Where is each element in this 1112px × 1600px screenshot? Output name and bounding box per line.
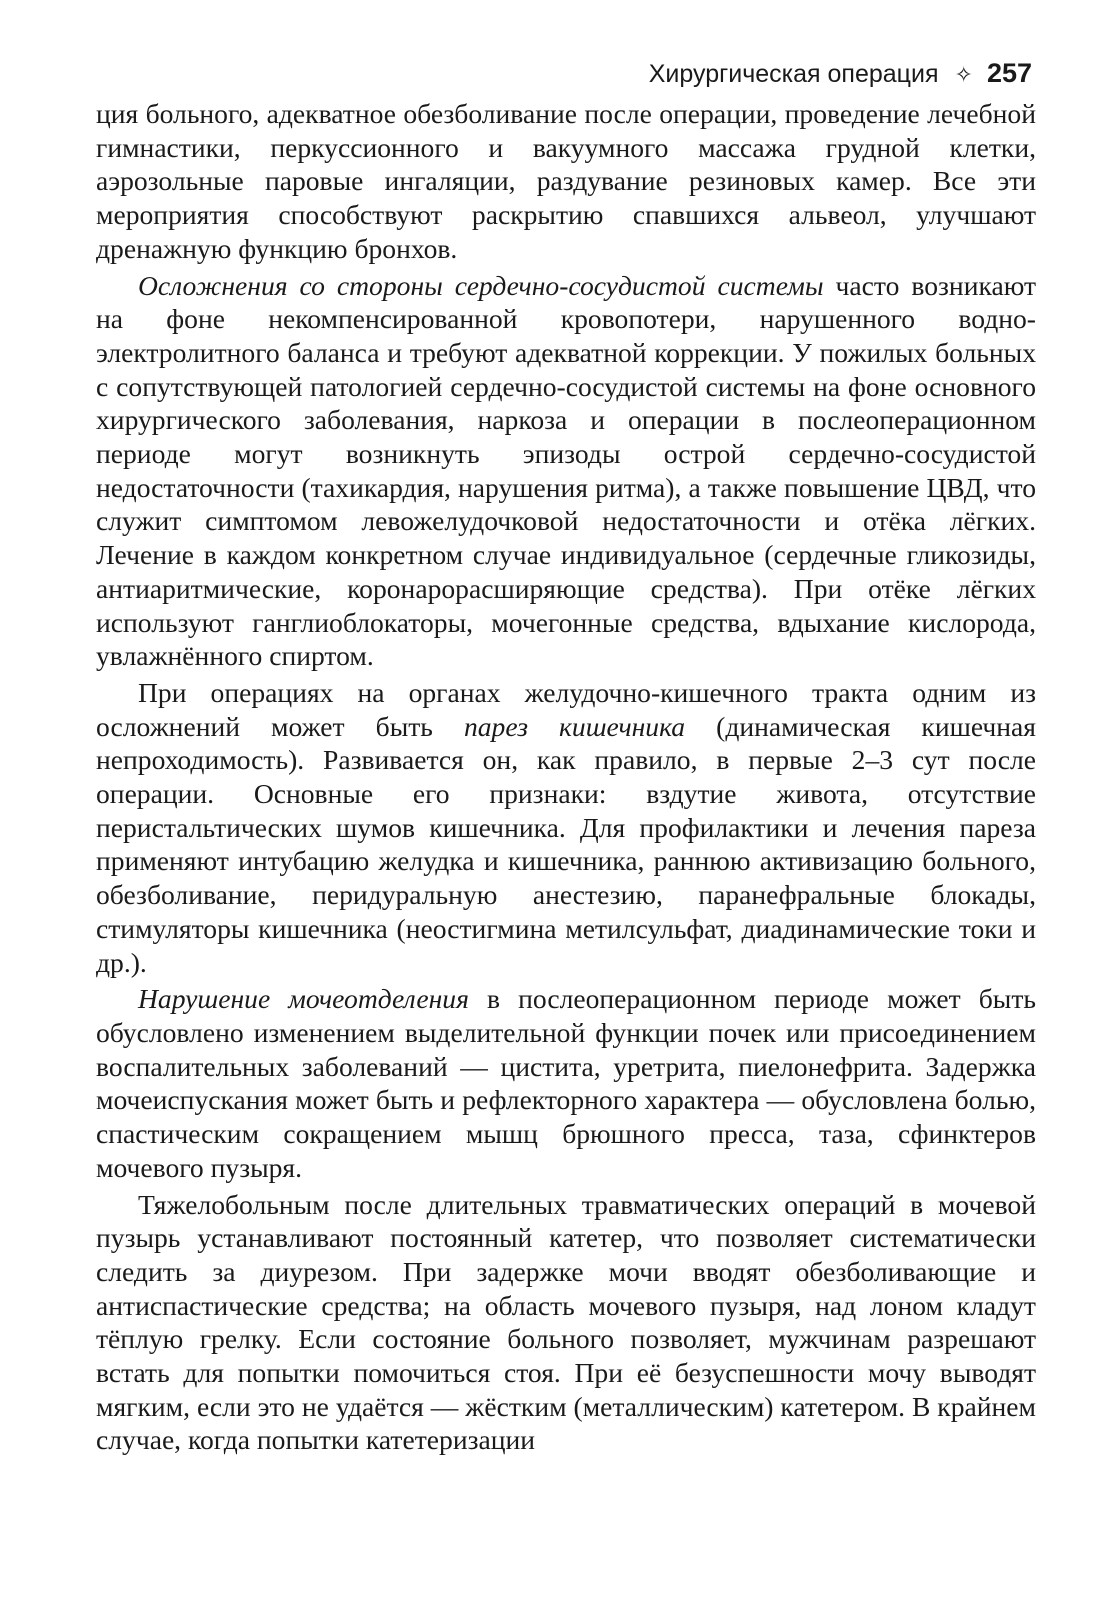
- body-text: [96, 97, 1036, 1457]
- term-urination-disorder: Нарушение мочеотделения: [138, 983, 469, 1015]
- paragraph-4-text: в послеоперационном периоде может быть обусловлено изменением выделительной функции почек или присоединением воспалительных заболеваний — цистита, уретрита, пиелонефрита. Задержка мочеиспускания может быть и рефлекторного характера — обусловлена болью, спастическим сокращением мышц брюшного пресса, таза, сфинктеров мочевого пузыря.: [96, 983, 1036, 1183]
- paragraph-3: [96, 676, 1036, 979]
- paragraph-3-text-after: (динамическая кишечная непроходимость). Развивается он, как правило, в первые 2–3 сут после операции. Основные его признаки: вздутие живота, отсутствие перистальтических шумов кишечника. Для профилактики и лечения пареза применяют интубацию желудка и кишечника, раннюю активизацию больного, обезболивание, перидуральную анестезию, паранефральные блокады, стимуляторы кишечника (неостигмина метилсульфат, диадинамические токи и др.).: [96, 710, 1036, 978]
- paragraph-5: [96, 1188, 1036, 1458]
- paragraph-4: [96, 982, 1036, 1184]
- book-page: [96, 58, 1036, 1457]
- paragraph-3-text-before: При операциях на органах желудочно-кишечного тракта одним из осложнений может быть: [96, 676, 1036, 742]
- paragraph-2: [96, 269, 1036, 673]
- page-number: 257: [986, 58, 1032, 88]
- paragraph-1: [96, 97, 1036, 266]
- term-cardiovascular-complications: Осложнения со стороны сердечно-сосудистой системы: [138, 269, 824, 301]
- term-intestinal-paresis: парез кишечника: [463, 710, 686, 742]
- diamond-separator-icon: ✧: [954, 62, 973, 87]
- running-header: [96, 58, 1036, 89]
- paragraph-2-text: часто возникают на фоне некомпенсированной кровопотери, нарушенного водно-электролитного баланса и требуют адекватной коррекции. У пожилых больных с сопутствующей патологией сердечно-сосудистой системы на фоне основного хирургического заболевания, наркоза и операции в послеоперационном периоде могут возникнуть эпизоды острой сердечно-сосудистой недостаточности (тахикардия, нарушения ритма), а также повышение ЦВД, что служит симптомом левожелудочковой недостаточности и отёка лёгких. Лечение в каждом конкретном случае индивидуальное (сердечные гликозиды, антиаритмические, коронарорасширяющие средства). При отёке лёгких используют ганглиоблокаторы, мочегонные средства, вдыхание кислорода, увлажнённого спиртом.: [96, 269, 1037, 672]
- section-title: Хирургическая операция: [648, 60, 939, 88]
- paragraph-5-text: Тяжелобольным после длительных травматических операций в мочевой пузырь устанавливают постоянный катетер, что позволяет систематически следить за диурезом. При задержке мочи вводят обезболивающие и антиспастические средства; на область мочевого пузыря, над лоном кладут тёплую грелку. Если состояние больного позволяет, мужчинам разрешают встать для попытки помочиться стоя. При её безуспешности мочу выводят мягким, если это не удаётся — жёстким (металлическим) катетером. В крайнем случае, когда попытки катетеризации: [96, 1188, 1036, 1456]
- paragraph-1-text: ция больного, адекватное обезболивание после операции, проведение лечебной гимнастики, перкуссионного и вакуумного массажа грудной клетки, аэрозольные паровые ингаляции, раздувание резиновых камер. Все эти мероприятия способствуют раскрытию спавшихся альвеол, улучшают дренажную функцию бронхов.: [96, 98, 1036, 264]
